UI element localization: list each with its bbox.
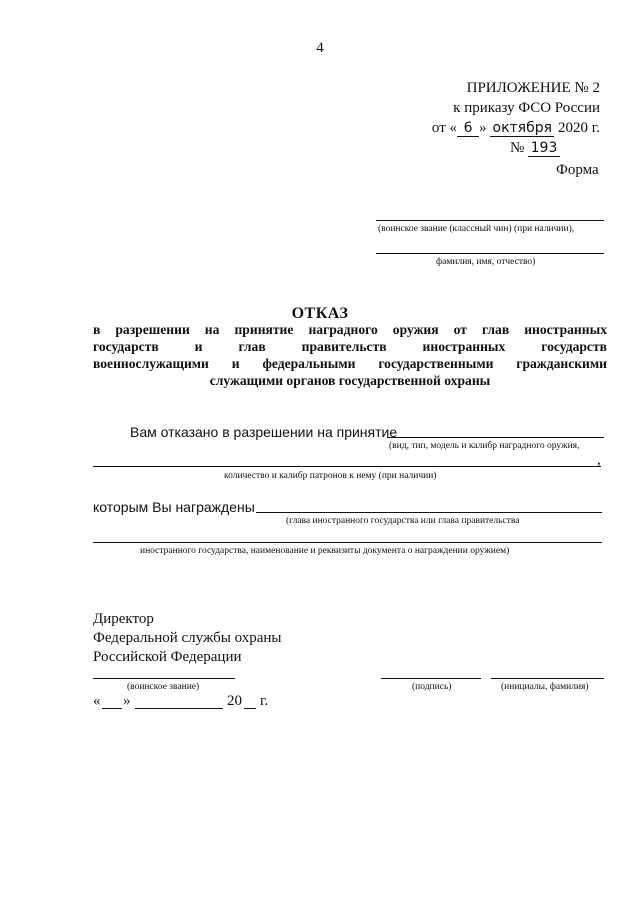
order-month: октября <box>490 120 554 137</box>
date-mid: » <box>479 120 487 136</box>
date-year-prefix: 20 <box>227 693 242 709</box>
form-label: Форма <box>556 162 599 178</box>
recipient-rank-line[interactable] <box>376 220 604 221</box>
recipient-name-line[interactable] <box>376 253 604 254</box>
ammo-caption: количество и калибр патронов к нему (при наличии) <box>224 471 437 481</box>
signatory-rank-line[interactable] <box>93 678 235 679</box>
signatory-rank-caption: (воинское звание) <box>127 682 200 692</box>
position-line: Федеральной службы охраны <box>93 630 282 646</box>
date-month-line[interactable] <box>135 708 223 709</box>
order-number-value: 193 <box>528 140 560 157</box>
subtitle-line: служащими органов государственной охраны <box>209 373 491 388</box>
date-prefix: от « <box>431 120 458 136</box>
ammo-comma: , <box>597 452 601 468</box>
date-close-quote: » <box>123 693 131 709</box>
refusal-text: Вам отказано в разрешении на принятие <box>130 424 398 440</box>
appendix-header <box>432 78 600 158</box>
signature-line[interactable] <box>381 678 481 679</box>
date-year-suffix: г. <box>260 693 269 709</box>
weapon-field-line[interactable] <box>387 437 604 438</box>
document-caption: иностранного государства, наименование и реквизиты документа о награждении оружием) <box>140 546 510 556</box>
subtitle-line: военнослужащими и федеральными государственными гражданскими <box>93 356 607 371</box>
position-line: Директор <box>93 611 154 627</box>
appendix-title: ПРИЛОЖЕНИЕ № 2 <box>466 80 600 96</box>
date-open-quote: « <box>93 693 101 709</box>
ammo-field-line[interactable] <box>93 466 601 467</box>
recipient-name-caption: фамилия, имя, отчество) <box>436 257 536 267</box>
weapon-caption: (вид, тип, модель и калибр наградного оружия, <box>389 441 580 451</box>
date-year-line[interactable] <box>244 708 256 709</box>
signature-caption: (подпись) <box>412 682 452 692</box>
position-line: Российской Федерации <box>93 649 242 665</box>
initials-caption: (инициалы, фамилия) <box>501 682 589 692</box>
order-year: 2020 г. <box>558 120 600 136</box>
order-day: 6 <box>457 120 479 137</box>
order-reference: к приказу ФСО России <box>453 100 600 116</box>
date-day-line[interactable] <box>102 708 122 709</box>
document-title: ОТКАЗ <box>291 305 349 322</box>
subtitle-line: в разрешении на принятие наградного оружия от глав иностранных <box>93 322 607 337</box>
awarder-caption: (глава иностранного государства или глава правительства <box>286 516 520 526</box>
order-number <box>432 138 600 158</box>
initials-line[interactable] <box>491 678 604 679</box>
page-number: 4 <box>316 40 324 56</box>
number-prefix: № <box>509 140 525 156</box>
awarded-text: которым Вы награждены <box>93 499 255 515</box>
subtitle-line: государств и глав правительств иностранных государств <box>93 339 607 354</box>
order-date <box>432 118 600 138</box>
recipient-rank-caption: (воинское звание (классный чин) (при наличии), <box>378 224 575 234</box>
signatory-position <box>93 610 281 667</box>
document-subtitle <box>93 321 607 389</box>
awarder-field-line[interactable] <box>256 512 602 513</box>
document-field-line[interactable] <box>93 542 602 543</box>
